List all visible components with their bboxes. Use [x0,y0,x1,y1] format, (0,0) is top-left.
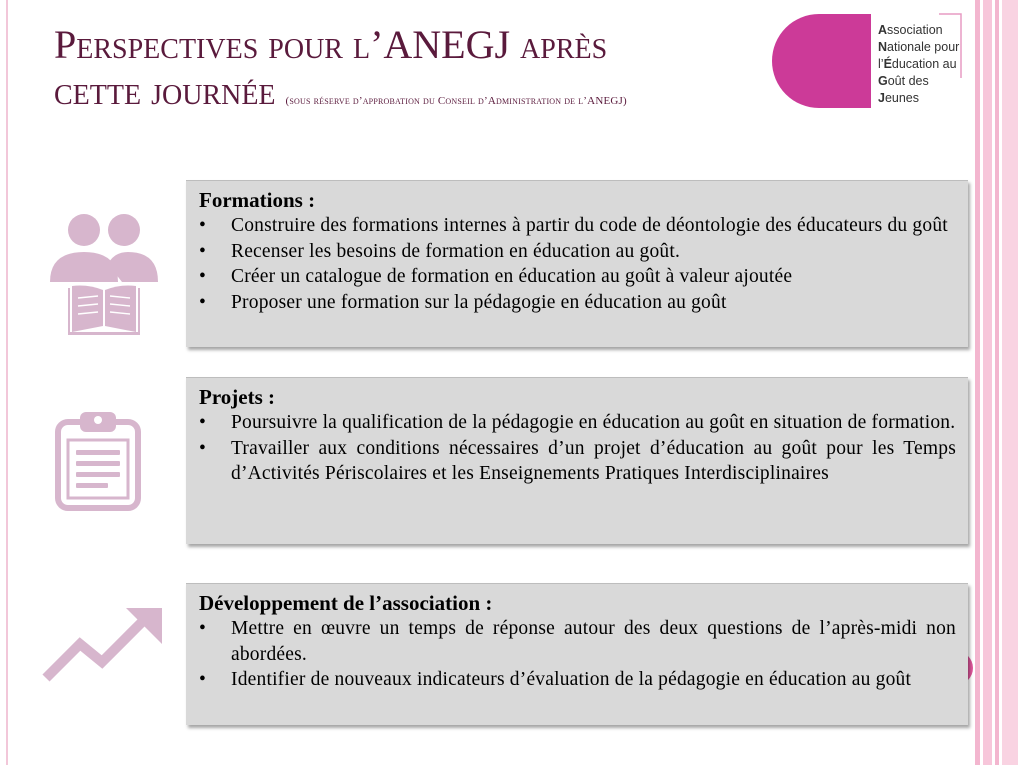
list-item: • Identifier de nouveaux indicateurs d’évaluation de la pédagogie en éducation au goût [199,667,956,693]
clipboard-icon [54,410,142,512]
slide-title [54,22,814,124]
section-heading: Projets : [199,385,275,409]
title-line-1: Perspectives pour l’ANEGJ après [54,22,608,67]
people-reading-icon [48,210,160,336]
left-border-line [6,0,8,765]
list-item: • Construire des formations internes à partir du code de déontologie des éducateurs du goût [199,213,956,239]
title-note: (sous réserve d’approbation du Conseil d’Administration de l’ANEGJ) [285,95,627,107]
list-item: • Créer un catalogue de formation en éducation au goût à valeur ajoutée [199,264,956,290]
title-line-2: cette journée [54,68,276,113]
section-heading: Formations : [199,188,316,212]
trend-up-arrow-icon [42,604,164,684]
list-item: • Poursuivre la qualification de la pédagogie en éducation au goût en situation de formation. [199,410,956,436]
right-decorative-stripes [975,0,1021,765]
list-item: • Travailler aux conditions nécessaires d’un projet d’éducation au goût pour les Temps d’Activités Périscolaires et les Enseignements Pratiques Interdisciplinaires [199,436,956,487]
list-item: • Proposer une formation sur la pédagogie en éducation au goût [199,290,956,316]
list-item: • Mettre en œuvre un temps de réponse autour des deux questions de l’après-midi non abordées. [199,616,956,667]
section-projets [186,377,968,544]
section-developpement [186,583,968,725]
logo-text: Association Nationale pour l’Éducation au Goût des Jeunes [878,23,960,105]
section-heading: Développement de l’association : [199,591,493,615]
section-formations [186,180,968,347]
list-item: • Recenser les besoins de formation en éducation au goût. [199,239,956,265]
